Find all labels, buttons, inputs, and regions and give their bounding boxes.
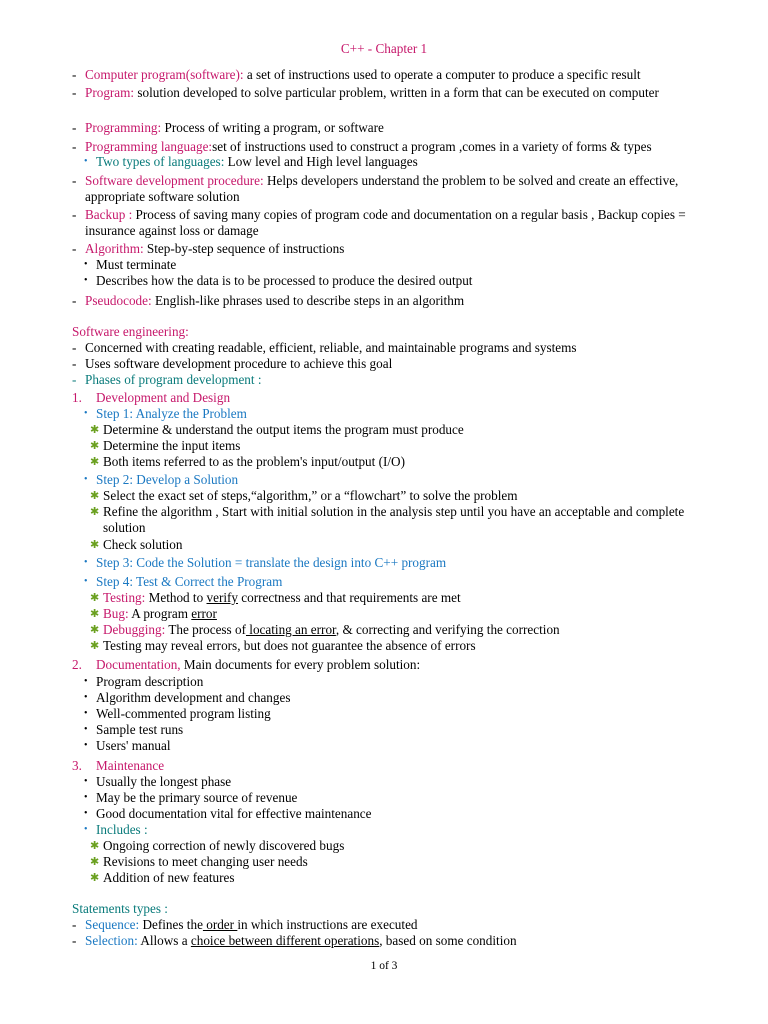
bullet-icon: • [84,676,88,687]
bullet-icon: • [84,408,88,419]
dash-icon: - [72,293,77,308]
bullet-icon: • [84,776,88,787]
phase-heading [72,390,708,406]
list-item [72,504,708,537]
definition-text: Process of saving many copies of program code and documentation on a regular basis , Backup copies = insurance against loss or damage [85,207,686,238]
item-text: Algorithm development and changes [96,690,291,705]
item-text: Must terminate [96,257,177,272]
item-text: Phases of program development : [85,372,262,387]
list-item [72,537,708,555]
term: Programming: [85,120,162,135]
star-icon: ✱ [90,640,100,652]
item-text: A program [128,606,192,621]
bullet-icon: • [84,708,88,719]
list-item [72,438,708,454]
definition-row [72,67,708,85]
item-text: Determine & understand the output items the program must produce [103,422,464,437]
list-item [72,356,708,372]
list-item [72,622,708,638]
definition-text: Step-by-step sequence of instructions [143,241,345,256]
list-item [72,154,708,173]
term: Programming language: [85,139,213,154]
list-item [72,738,708,758]
definition-text: Helps developers understand the problem to be solved and create an effective, appropriate software solution [85,173,679,204]
list-item [72,372,708,390]
definition-row [72,120,708,139]
term: Testing: [103,590,146,605]
list-item [72,454,708,472]
phase-heading [72,758,708,774]
term: Pseudocode: [85,293,152,308]
definition-row [72,173,708,207]
list-item [72,806,708,822]
star-icon: ✱ [90,624,100,636]
item-text: Both items referred to as the problem's input/output (I/O) [103,454,405,469]
phase-number: 3. [72,758,82,773]
bullet-icon: • [84,557,88,568]
dash-icon: - [72,139,77,154]
item-text: Users' manual [96,738,171,753]
dash-icon: - [72,372,77,387]
underlined-text: order [202,917,238,932]
phase-number: 1. [72,390,82,405]
list-item [72,774,708,790]
dash-icon: - [72,933,77,948]
phase-text: Main documents for every problem solution: [180,657,421,672]
list-item [72,422,708,438]
page-title: C++ - Chapter 1 [340,41,428,56]
term: Algorithm: [85,241,144,256]
step-label: Step 4: Test & Correct the Program [96,574,283,589]
list-item [72,822,708,838]
item-text: Describes how the data is to be processed to produce the desired output [96,273,473,288]
list-item [72,854,708,870]
list-item [72,722,708,738]
dash-icon: - [72,241,77,256]
star-icon: ✱ [90,840,100,852]
subterm: Two types of languages: [96,154,225,169]
list-item [72,790,708,806]
page-number: 1 of 3 [370,960,398,972]
item-text: Concerned with creating readable, efficient, reliable, and maintainable programs and systems [85,340,577,355]
item-text: Program description [96,674,204,689]
term: Backup : [85,207,133,222]
star-icon: ✱ [90,490,100,502]
definition-text: English-like phrases used to describe steps in an algorithm [151,293,465,308]
list-item [72,257,708,273]
section-heading: Software engineering: [72,324,189,339]
star-icon: ✱ [90,424,100,436]
step-heading [72,555,708,574]
dash-icon: - [72,356,77,371]
bullet-icon: • [84,474,88,485]
list-item [72,838,708,854]
item-text: correctness and that requirements are met [238,590,461,605]
star-icon: ✱ [90,539,100,551]
term: Software development procedure: [85,173,264,188]
item-text: May be the primary source of revenue [96,790,298,805]
list-item [72,674,708,690]
item-text: Low level and High level languages [224,154,418,169]
step-heading [72,472,708,488]
item-text: Select the exact set of steps,“algorithm,” or a “flowchart” to solve the problem [103,488,518,503]
item-text: Includes : [96,822,148,837]
item-text: Usually the longest phase [96,774,232,789]
bullet-icon: • [84,576,88,587]
dash-icon: - [72,120,77,135]
item-text: in which instructions are executed [237,917,418,932]
definition-row [72,917,708,933]
item-text: Uses software development procedure to achieve this goal [85,356,393,371]
star-icon: ✱ [90,872,100,884]
item-text: Testing may reveal errors, but does not guarantee the absence of errors [103,638,476,653]
list-item [72,340,708,356]
underlined-text: error [191,606,217,621]
item-text: Sample test runs [96,722,184,737]
item-text: , based on some condition [379,933,517,948]
definition-row [72,933,708,949]
dash-icon: - [72,207,77,222]
term: Debugging: [103,622,166,637]
definition-row [72,293,708,324]
definition-row [72,139,708,154]
list-item [72,590,708,606]
star-icon: ✱ [90,440,100,452]
term: Sequence: [85,917,140,932]
term: Program: [85,85,135,100]
step-label: Step 2: Develop a Solution [96,472,239,487]
list-item [72,488,708,504]
item-text: Check solution [103,537,183,552]
term: Bug: [103,606,129,621]
definition-text: set of instructions used to construct a program ,comes in a variety of forms & types [212,139,652,154]
step-heading [72,574,708,590]
definition-row [72,85,708,120]
item-text: Determine the input items [103,438,241,453]
underlined-text: verify [206,590,238,605]
item-text: , & correcting and verifying the correction [335,622,560,637]
step-label: Step 3: Code the Solution = translate the design into C++ program [96,555,447,570]
dash-icon: - [72,85,77,100]
list-item [72,706,708,722]
bullet-icon: • [84,724,88,735]
underlined-text: locating an error [245,622,336,637]
dash-icon: - [72,173,77,188]
star-icon: ✱ [90,456,100,468]
phase-label: Maintenance [96,758,165,773]
star-icon: ✱ [90,506,100,518]
item-text: Revisions to meet changing user needs [103,854,308,869]
list-item [72,870,708,901]
term: Computer program(software): [85,67,244,82]
underlined-text: choice between different operations [190,933,380,948]
star-icon: ✱ [90,856,100,868]
phase-label: Development and Design [96,390,231,405]
step-heading [72,406,708,422]
definition-text: Process of writing a program, or software [161,120,384,135]
bullet-icon: • [84,275,88,286]
item-text: Method to [145,590,207,605]
definition-text: solution developed to solve particular problem, written in a form that can be executed on computer [134,85,659,100]
item-text: Well-commented program listing [96,706,271,721]
bullet-icon: • [84,808,88,819]
bullet-icon: • [84,824,88,835]
definition-row [72,207,708,241]
list-item [72,690,708,706]
item-text: Refine the algorithm , Start with initial solution in the analysis step until you have an acceptable and complete solution [103,504,685,535]
star-icon: ✱ [90,608,100,620]
list-item [72,606,708,622]
step-label: Step 1: Analyze the Problem [96,406,247,421]
star-icon: ✱ [90,592,100,604]
item-text: Allows a [137,933,191,948]
phase-number: 2. [72,657,82,672]
definition-text: a set of instructions used to operate a computer to produce a specific result [243,67,641,82]
phase-heading [72,657,708,674]
list-item [72,273,708,293]
list-item [72,638,708,657]
dash-icon: - [72,67,77,82]
item-text: Addition of new features [103,870,235,885]
notes-body [72,67,708,949]
dash-icon: - [72,917,77,932]
definition-row [72,241,708,257]
item-text: Ongoing correction of newly discovered bugs [103,838,345,853]
bullet-icon: • [84,740,88,751]
term: Selection: [85,933,138,948]
bullet-icon: • [84,156,88,167]
bullet-icon: • [84,259,88,270]
item-text: The process of [165,622,246,637]
bullet-icon: • [84,692,88,703]
bullet-icon: • [84,792,88,803]
phase-label: Documentation, [96,657,181,672]
dash-icon: - [72,340,77,355]
item-text: Good documentation vital for effective maintenance [96,806,372,821]
item-text: Defines the [139,917,203,932]
section-heading: Statements types : [72,901,168,916]
